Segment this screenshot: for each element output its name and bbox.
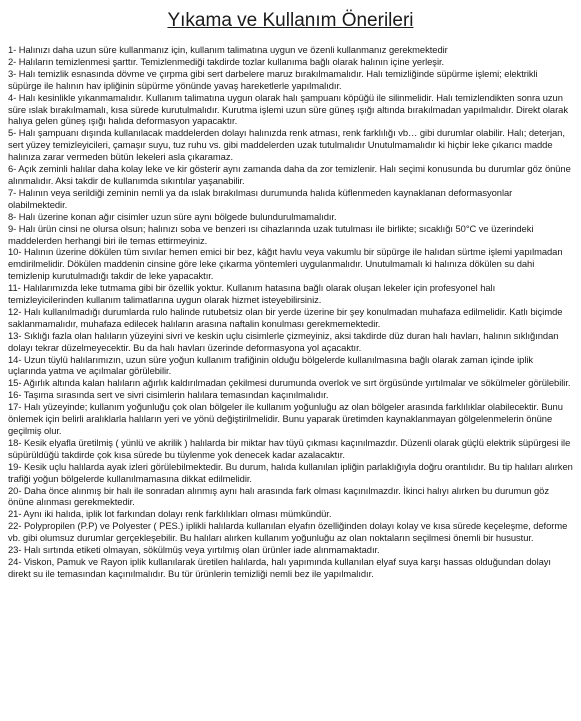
list-item: 11- Halılarımızda leke tutmama gibi bir özellik yoktur. Kullanım hatasına bağlı olarak oluşan lekeler için profesyonel halı temizleyicilerinden kullanım talimatlarına uygun olarak hizmet isteyebilirsiniz. <box>8 282 496 306</box>
list-item: 14- Uzun tüylü halılarımızın, uzun süre yoğun kullanım trafiğinin olduğu bölgelerde kullanılmasına bağlı olarak zaman içinde iplik uçlarında yatma ve açılmalar görülebilir. <box>8 353 534 377</box>
list-item: 4- Halı kesinlikle yıkanmamalıdır. Kullanım talimatına uygun olarak halı şampuanı köpüğü ile silinmelidir. Halı temizlendikten sonra uzun süre ıslak bırakılmamalı, kısa sürede kurutulmalıdır. Kurutma işlemi uzun süre güneş ışığı altında bırakılmadan yapılmalıdır. Direkt olarak halıya gelen güneş ışığı halıda deformasyon yapacaktır. <box>8 91 568 127</box>
list-item: 15- Ağırlık altında kalan halıların ağırlık kaldırılmadan çekilmesi durumunda overlok ve sırt örgüsünde yırtılmalar ve sökülmeler görülebilir. <box>8 377 571 389</box>
list-item: 19- Kesik uçlu halılarda ayak izleri görülebilmektedir. Bu durum, halıda kullanılan ipliğin parlaklığıyla doğru orantılıdır. Bu tip halıları alırken trafiği yoğun bölgelerde kullanılmamasına dikkat edilmelidir. <box>8 460 573 484</box>
list-item: 7- Halının veya serildiği zeminin nemli ya da ıslak bırakılması durumunda halıda küflenmeden kaynaklanan deformasyonlar olabilmektedir. <box>8 186 513 210</box>
list-item: 18- Kesik elyafla üretilmiş ( yünlü ve akrilik ) halılarda bir miktar hav tüyü çıkması kaçınılmazdır. Düzenli olarak güçlü elektrik süpürgesi ile süpürüldüğü takdirde çok kısa sürede bu tüylenme yok denecek kadar azalacaktır. <box>8 436 571 460</box>
list-item: 13- Sıklığı fazla olan halıların yüzeyini sivri ve keskin uçlu cisimlerle çizmeyiniz, aksi takdirde düz duran halı havları, halının sıklığından dolayı tekrar düzelmeyecektir. Bu da halı havları üzerinde deformasyona yol açacaktır. <box>8 329 559 353</box>
list-item: 22- Polypropilen (P.P) ve Polyester ( PES.) iplikli halılarda kullanılan elyafın özelliğinden dolayı kolay ve kısa sürede keçeleşme, deforme vb. gibi olumsuz durumlar gerçekleşebilir. Bu halıları alırken kullanım yoğunluğu az olan noktaların seçilmesi önemli bir husustur. <box>8 520 568 544</box>
list-item: 2- Halıların temizlenmesi şarttır. Temizlenmediği takdirde tozlar kullanıma bağlı olarak halının içine yerleşir. <box>8 55 445 67</box>
list-item: 1- Halınızı daha uzun süre kullanmanız için, kullanım talimatına uygun ve özenli kullanmanız gerekmektedir <box>8 44 448 55</box>
list-item: 8- Halı üzerine konan ağır cisimler uzun süre aynı bölgede bulundurulmamalıdır. <box>8 210 337 222</box>
list-item: 21- Aynı iki halıda, iplik lot farkından dolayı renk farklılıkları olması mümkündür. <box>8 508 332 520</box>
list-item: 24- Viskon, Pamuk ve Rayon iplik kullanılarak üretilen halılarda, halı yapımında kullanılan elyaf suya karşı hassas olduğundan dolayı direkt su ile temasından kaçınılmalıdır. Bu tür ürünlerin temizliği nemli bez ile yapılmalıdır. <box>8 555 551 579</box>
list-item: 12- Halı kullanılmadığı durumlarda rulo halinde rutubetsiz olan bir yerde üzerine bir şey konulmadan muhafaza edilmelidir. Katlı biçimde saklanmamalıdır, muhafaza edilecek halıların arasına naftalin konulması gerekmemektedir. <box>8 305 563 329</box>
list-item: 20- Daha önce alınmış bir halı ile sonradan alınmış aynı halı arasında fark olması kaçınılmazdır. İkinci halıyı alırken bu durumun göz önüne alınması gerekmektedir. <box>8 484 549 508</box>
list-item: 16- Taşıma sırasında sert ve sivri cisimlerin halılara temasından kaçınılmalıdır. <box>8 389 329 401</box>
list-item: 10- Halının üzerine dökülen tüm sıvılar hemen emici bir bez, kâğıt havlu veya vakumlu bir süpürge ile halıdan sürtme işlemi yapılmadan emdirilmelidir. Dökülen maddenin cinsine göre leke çıkarma yöntemleri uygulanmalıdır. Unutulmamalı ki halınıza dökülen su dahi temizlenip kurutulmadığı takdir de leke yapacaktır. <box>8 246 563 282</box>
list-item: 6- Açık zeminli halılar daha kolay leke ve kir gösterir aynı zamanda daha da zor temizlenir. Halı seçimi konusunda bu durumlar göz önüne alınmalıdır. Aksi takdir de kullanımda sıkıntılar yaşanabilir. <box>8 163 571 186</box>
page-title: Yıkama ve Kullanım Önerileri <box>167 10 414 31</box>
list-item: 5- Halı şampuanı dışında kullanılacak maddelerden dolayı halınızda renk atması, renk farklılığı vb… gibi durumlar olabilir. Halı; deterjan, sert yüzey temizleyicileri, çamaşır suyu, tuz ruhu vs. gibi maddelerden uzak tutulmalıdır Unutulmamalıdır ki hiçbir leke çıkarıcı madde halınıza zarar vermeden bütün lekeleri asla çıkaramaz. <box>8 127 565 163</box>
list-item: 17- Halı yüzeyinde; kullanım yoğunluğu çok olan bölgeler ile kullanım yoğunluğu az olan bölgeler arasında farklılıklar olabilecektir. Bunu önlemek için belirli aralıklarla halıların yeri ve yönü değiştirilmelidir. Bunu yaparak üretimden kaynaklanmayan gölgelenmelerin önüne geçilmiş olur. <box>8 401 563 436</box>
instructions-list <box>8 44 573 580</box>
list-item: 9- Halı ürün cinsi ne olursa olsun; halınızı soba ve benzeri ısı cihazlarında uzak tutulması ile birlikte; sıcaklığı 50°C ve üzerindeki maddelerden herhangi biri ile temas ettirmeyiniz. <box>8 222 534 246</box>
list-item: 3- Halı temizlik esnasında dövme ve çırpma gibi sert darbelere maruz bırakılmamalıdır. Halı temizliğinde süpürme işlemi; elektrikli süpürge ile halının hav ipliğinin süpürme yönünde yavaş hareketlerle yapılmalıdır. <box>8 67 538 91</box>
list-item: 23- Halı sırtında etiketi olmayan, sökülmüş veya yırtılmış olan ürünler iade alınmamaktadır. <box>8 544 380 556</box>
